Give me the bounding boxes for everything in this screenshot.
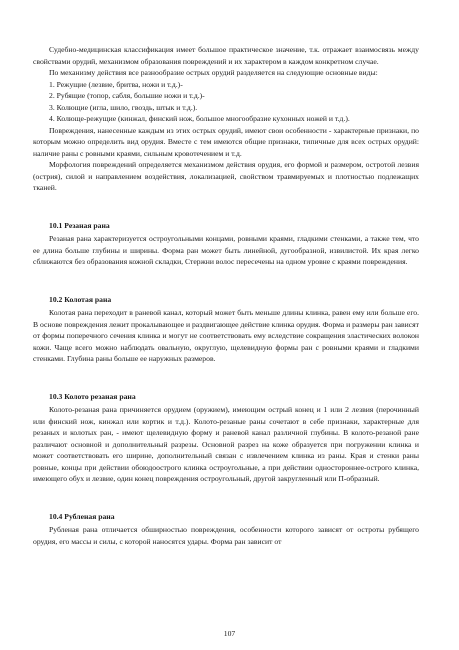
page-number: 107	[223, 629, 236, 638]
section-title-10-3: 10.3 Колото резаная рана	[49, 391, 136, 401]
section-text-10-2: Колотая рана переходит в раневой канал, который может быть меньше длины клинка, равен ему или больше его. В основе повреждения лежит прокалывающее и раздвигающее действие клинка орудия. Форма и размеры ран зависят от формы поперечного сечения клинка и могут не соответствовать ему вследствие сокращения эластических волокон кожи. Чаще всего можно наблюдать овальную, округлую, щелевидную формы ран с ровными краями и гладкими стенками. Глубина раны больше ее наружных размеров.	[33, 308, 419, 363]
list-item: 1. Режущие (лезвие, бритва, ножи и т.д.)-	[49, 79, 183, 89]
intro-paragraph-3: Повреждения, нанесенные каждым из этих острых орудий, имеют свои особенности - характерные признаки, по которым можно определить вид орудия. Вместе с тем имеются общие признаки, типичные для всех острых орудий: наличие раны с ровными краями, сильным кровотечением и т.д.	[33, 125, 419, 158]
section-title-10-1: 10.1 Резаная рана	[49, 220, 110, 230]
section-text-10-3: Колото-резаная рана причиняется орудием (оружием), имеющим острый конец и 1 или 2 лезвия (перочинный или финский нож, кинжал или кортик и т.д.). Колото-резаные раны сочетают в себе признаки, характерные для резаных и колотых ран, - имеют щелевидную форму и раневой канал различной глубины. В колото-резаной ране различают основной и дополнительный разрезы. Основной разрез на коже образуется при погружении клинка и может соответствовать его ширине, дополнительный связан с извлечением клинка из раны. Края и стенки раны ровные, концы при действии обоюдоострого клинка остроугольные, а при действии одностороннее-острого клинка, имеющего обух и лезвие, один конец повреждения остроугольный, другой закругленный или П-образный.	[33, 405, 419, 483]
weapon-types-list	[33, 79, 419, 125]
intro-paragraph-1: Судебно-медицинская классификация имеет большое практическое значение, т.к. отражает взаимосвязь между свойствами орудий, механизмом образования повреждений и их характером в каждом конкретном случае.	[33, 45, 419, 66]
intro-paragraph-2: По механизму действия все разнообразие острых орудий разделяется на следующие основные виды:	[49, 68, 378, 77]
section-title-10-4: 10.4 Рубленая рана	[49, 511, 115, 521]
section-title-10-2: 10.2 Колотая рана	[49, 294, 112, 304]
section-text-10-4: Рубленая рана отличается обширностью повреждения, особенности которого зависят от остроты рубящего орудия, его массы и силы, с которой наносятся удары. Форма ран зависит от	[33, 525, 419, 546]
list-item: 2. Рубящие (топор, сабля, большие ножи и т.д.)-	[49, 91, 205, 100]
list-item: 4. Колюще-режущие (кинжал, финский нож, большое многообразие кухонных ножей и т.д.).	[49, 114, 350, 123]
list-item: 3. Колющие (игла, шило, гвоздь, штык и т.д.).	[49, 102, 198, 112]
section-text-10-1: Резаная рана характеризуется остроугольными концами, ровными краями, гладкими стенками, а также тем, что ее длина больше глубины и ширины. Форма ран может быть линейной, дугообразной, извилистой. Их края легко сближаются без образования кожной складки, Стержни волос пересечены на одном уровне с краями повреждения.	[33, 234, 419, 266]
intro-paragraph-4: Морфология повреждений определяется механизмом действия орудия, его формой и размером, остротой лезвия (острия), силой и направлением воздействия, локализацией, свойством травмируемых и плотностью подлежащих тканей.	[33, 160, 419, 192]
